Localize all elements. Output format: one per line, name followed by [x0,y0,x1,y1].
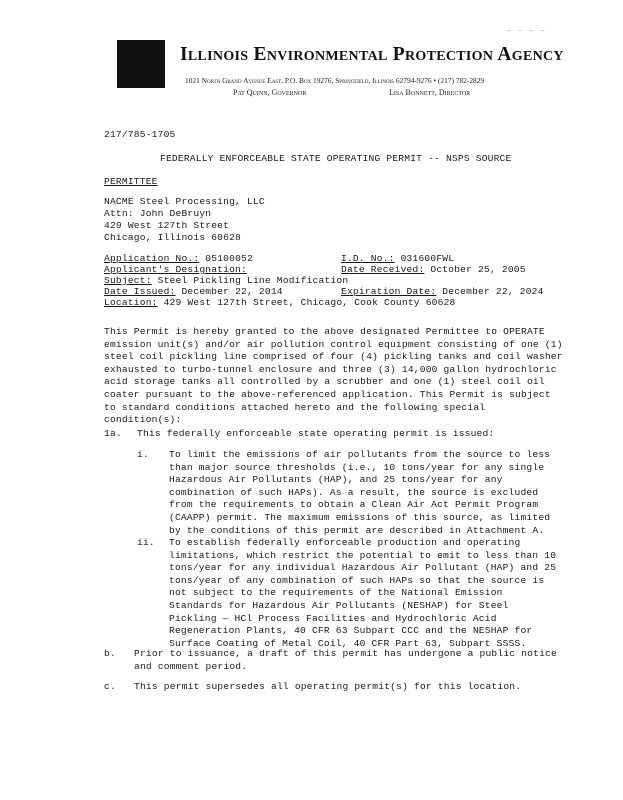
condition-i-line: Hazardous Air Pollutants (HAP), and 25 tons/year for any [169,474,503,486]
top-corner-mark: _ _ _ _ [507,24,548,32]
condition-i-line: combination of such HAPs). As a result, the source is excluded [169,486,539,498]
condition-ii-line: To establish federally enforceable production and operating [169,537,521,548]
intro-line: steel coil pickling line comprised of four (4) pickling tanks and coil washer [104,351,563,363]
agency-address: 1021 North Grand Avenue East, P.O. Box 19276, Springfield, Illinois 62794-9276 • (217) 782-2829 [185,76,485,85]
condition-i-line: than major source thresholds (i.e., 10 tons/year for any single [169,461,545,473]
date-issued-row [104,286,283,297]
intro-line: coater pursuant to the above-referenced application. This Permit is subject [104,388,551,400]
expiration-label: Expiration Date: [341,286,437,297]
condition-b-line: Prior to issuance, a draft of this permit has undergone a public notice [134,648,557,659]
id-no-value: 031600FWL [400,253,455,264]
location-value: 429 West 127th Street, Chicago, Cook County 60628 [163,297,456,308]
condition-ii-line: Pickling — HCl Process Facilities and Hydrochloric Acid [169,612,497,624]
condition-ii-line: tons/year for any individual Hazardous Air Pollutant (HAP) and 25 [169,562,557,574]
condition-1a-text: This federally enforceable state operating permit is issued: [137,428,495,439]
applicants-designation-row [104,264,247,275]
intro-line: condition(s): [104,414,182,426]
condition-i-text [169,449,550,537]
permittee-city: Chicago, Illinois 60628 [104,232,242,243]
date-issued-label: Date Issued: [104,286,176,297]
condition-i-line: from the requirements to obtain a Clean Air Act Permit Program [169,499,539,511]
condition-c-text [134,681,521,694]
condition-b-text [134,648,557,673]
id-no-row [341,253,454,264]
governor-name: Pat Quinn, Governor [233,88,307,97]
condition-b-line: and comment period. [134,660,248,672]
permittee-label: PERMITTEE [104,176,158,187]
condition-ii-label: ii. [137,537,155,548]
condition-b-label: b. [104,648,116,659]
condition-i-label: i. [137,449,149,460]
condition-ii-text [169,537,556,650]
location-row [104,297,456,308]
id-no-label: I.D. No.: [341,253,395,264]
location-label: Location: [104,297,158,308]
expiration-row [341,286,544,297]
condition-ii-line: tons/year of any combination of such HAPs so that the source is [169,574,545,586]
phone-number: 217/785-1705 [104,129,176,140]
intro-line: emission unit(s) and/or air pollution control equipment consisting of one (1) [104,338,563,350]
applicants-designation-label: Applicant's Designation: [104,264,247,275]
document-title: FEDERALLY ENFORCEABLE STATE OPERATING PERMIT -- NSPS SOURCE [160,153,512,164]
condition-ii-line: Regeneration Plants, 40 CFR 63 Subpart CCC and the NESHAP for [169,625,533,637]
agency-name: Illinois Environmental Protection Agency [180,44,564,65]
condition-i-line: (CAAPP) permit. The maximum emissions of this source, as limited [169,511,551,523]
condition-1a-label: 1a. [104,428,122,439]
intro-paragraph [104,326,563,427]
condition-i-line: To limit the emissions of air pollutants from the source to less [169,449,551,460]
permittee-attn: Attn: John DeBruyn [104,208,212,219]
application-no-value: 05100052 [205,253,253,264]
date-received-value: October 25, 2005 [430,264,526,275]
expiration-value: December 22, 2024 [442,286,544,297]
condition-c-line: This permit supersedes all operating permit(s) for this location. [134,681,522,692]
condition-ii-line: limitations, which restrict the potential to emit to less than 10 [169,549,557,561]
director-name: Lisa Bonnett, Director [389,88,471,97]
condition-ii-line: not subject to the requirements of the National Emission [169,587,503,599]
application-no-label: Application No.: [104,253,200,264]
date-received-label: Date Received: [341,264,425,275]
intro-line: to standard conditions attached hereto and the following special [104,401,486,413]
intro-line: This Permit is hereby granted to the above designated Permittee to OPERATE [104,326,545,337]
condition-ii-line: Standards for Hazardous Air Pollutants (NESHAP) for Steel [169,599,509,611]
permittee-street: 429 West 127th Street [104,220,230,231]
subject-value: Steel Pickling Line Modification [157,275,349,286]
intro-line: exhausted to turbo-tunnel enclosure and three (3) 14,000 gallon hydrochloric [104,363,557,375]
agency-logo [117,40,165,88]
permittee-name: NACME Steel Processing, LLC [104,196,265,207]
date-issued-value: December 22, 2014 [181,286,283,297]
subject-row [104,275,348,286]
condition-i-line: by the conditions of this permit are described in Attachment A. [169,524,545,536]
date-received-row [341,264,526,275]
intro-line: acid storage tanks all controlled by a scrubber and one (1) steel coil oil [104,376,545,388]
condition-c-label: c. [104,681,116,692]
application-no-row [104,253,253,264]
subject-label: Subject: [104,275,152,286]
condition-ii-line: Surface Coating of Metal Coil, 40 CFR Part 63, Subpart SSSS. [169,637,527,649]
